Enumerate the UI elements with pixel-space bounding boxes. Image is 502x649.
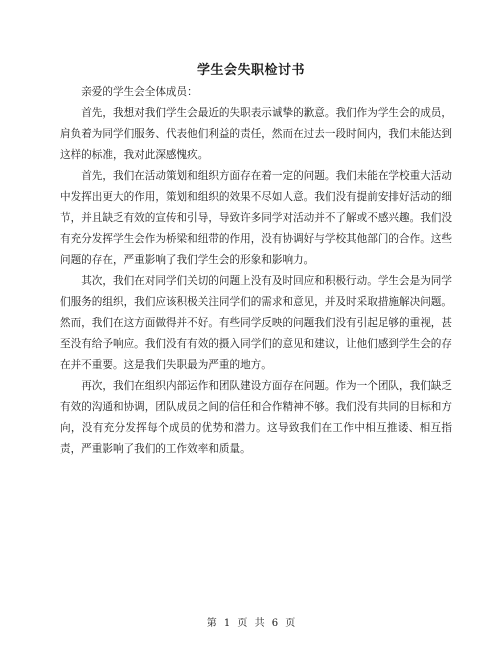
greeting: 亲爱的学生会全体成员： [81,86,198,98]
document-body [60,82,452,460]
document-title: 学生会失职检讨书 [196,63,305,78]
paragraph-2: 首先，我们在活动策划和组织方面存在着一定的问题。我们未能在学校重大活动中发挥出更大的作用，策划和组织的效果不尽如人意。我们没有提前安排好活动的细节，并且缺乏有效的宣传和引导，导致许多同学对活动并不了解或不感兴趣。我们没有充分发挥学生会作为桥梁和纽带的作用，没有协调好与学校其他部门的合作。这些问题的存在，严重影响了我们学生会的形象和影响力。 [60,170,452,266]
paragraph-3: 其次，我们在对同学们关切的问题上没有及时回应和积极行动。学生会是为同学们服务的组织，我们应该积极关注同学们的需求和意见，并及时采取措施解决问题。然而，我们在这方面做得并不好。有些同学反映的问题我们没有引起足够的重视，甚至没有给予响应。我们没有有效的摄入同学们的意见和建议，让他们感到学生会的存在并不重要。这是我们失职最为严重的地方。 [60,275,452,371]
paragraph-4: 再次，我们在组织内部运作和团队建设方面存在问题。作为一个团队，我们缺乏有效的沟通和协调，团队成员之间的信任和合作精神不够。我们没有共同的目标和方向，没有充分发挥每个成员的优势和潜力。这导致我们在工作中相互推诿、相互指责，严重影响了我们的工作效率和质量。 [60,380,452,455]
paragraph-1: 首先，我想对我们学生会最近的失职表示诚挚的歉意。我们作为学生会的成员，肩负着为同学们服务、代表他们利益的责任，然而在过去一段时间内，我们未能达到这样的标准，我对此深感愧疚。 [60,107,452,161]
page-footer: 第 1 页 共 6 页 [206,618,296,629]
